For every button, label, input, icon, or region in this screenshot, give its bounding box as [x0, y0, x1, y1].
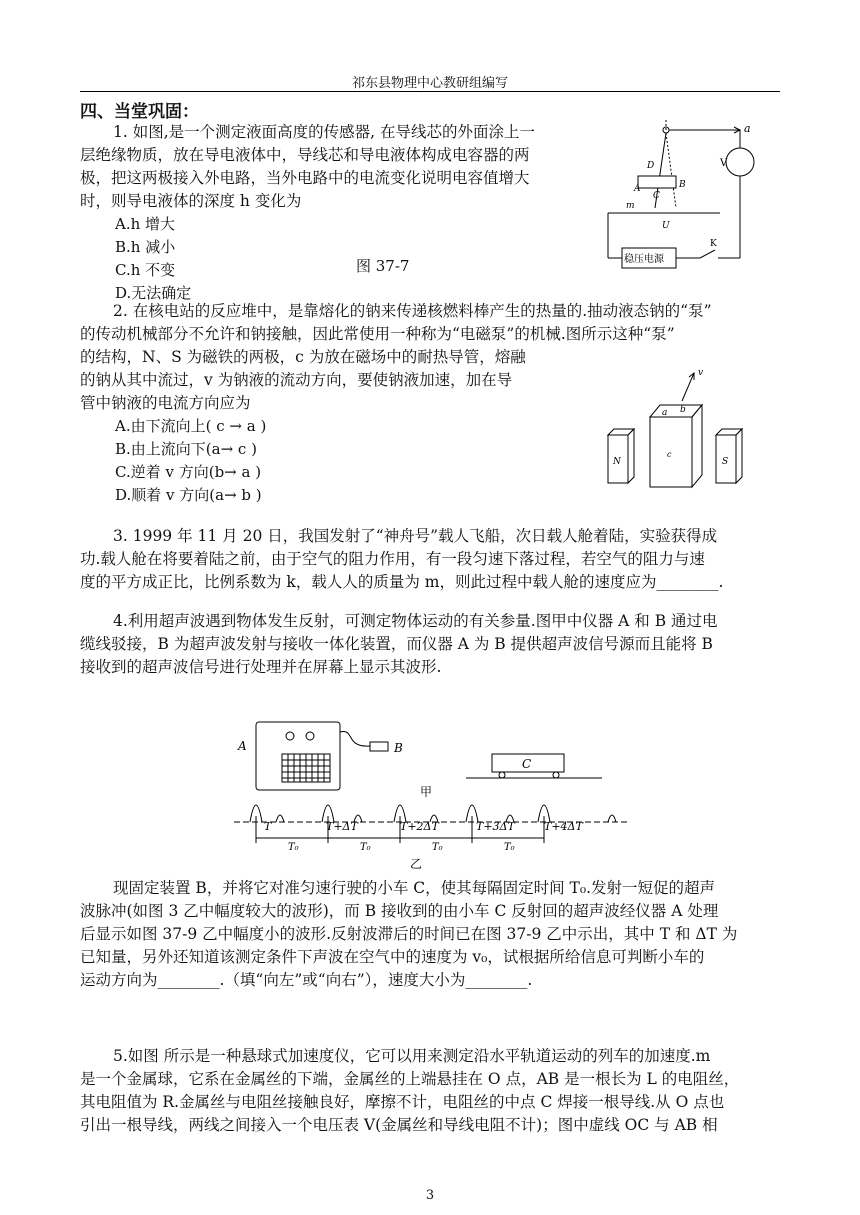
svg-text:K: K: [710, 239, 717, 249]
q1-option-b: B.h 减小: [115, 238, 176, 256]
q5-line-2: 是一个金属球，它系在金属丝的下端，金属丝的上端悬挂在 O 点，AB 是一根长为 L 的电阻丝，: [80, 1070, 740, 1088]
q2-option-b: B.由上流向下(a→ c ): [115, 440, 257, 458]
q5-line-4: 引出一根导线，两线之间接入一个电压表 V(金属丝和导线电阻不计)；图中虚线 OC 与 AB 相: [80, 1116, 718, 1134]
q2-option-d: D.顺着 v 方向(a→ b ): [115, 486, 262, 504]
q4-after-line-2: 波脉冲(如图 3 乙中幅度较大的波形)，而 B 接收到的由小车 C 反射回的超声波经仪器 A 处理: [80, 902, 719, 920]
svg-text:T: T: [264, 820, 272, 833]
svg-text:T+3ΔT: T+3ΔT: [476, 820, 515, 833]
svg-text:N: N: [613, 457, 621, 467]
svg-text:T₀: T₀: [360, 842, 371, 853]
svg-text:U: U: [662, 221, 670, 231]
q3-line-2: 功.载人舱在将要着陆之前，由于空气的阻力作用，有一段匀速下落过程，若空气的阻力与速: [80, 550, 705, 568]
q1-line-2: 层绝缘物质，放在导电液体中，导线芯和导电液体构成电容器的两: [80, 146, 530, 164]
page-header: 祁东县物理中心教研组编写: [351, 76, 508, 91]
svg-text:C: C: [653, 191, 660, 201]
section-title: 四、当堂巩固：: [80, 102, 199, 122]
q2-line-5: 管中钠液的电流方向应为: [80, 394, 251, 412]
q1-line-1: 1. 如图,是一个测定液面高度的传感器, 在导线芯的外面涂上一: [113, 123, 535, 141]
q4-after-line-5: 运动方向为________.（填“向左”或“向右”），速度大小为________.: [80, 971, 533, 989]
q4-after-line-1: 现固定装置 B，并将它对准匀速行驶的小车 C，使其每隔固定时间 T₀.发射一短促的超声: [113, 879, 716, 897]
q4-after-line-4: 已知量，另外还知道该测定条件下声波在空气中的速度为 v₀，试根据所给信息可判断小车的: [80, 948, 705, 966]
svg-text:甲: 甲: [420, 785, 433, 799]
q1-line-4: 时，则导电液体的深度 h 变化为: [80, 192, 302, 210]
q4-line-2: 缆线驳接，B 为超声波发射与接收一体化装置，而仪器 A 为 B 提供超声波信号源而且能将 B: [80, 635, 713, 653]
q5-line-3: 其电阻值为 R.金属丝与电阻丝接触良好，摩擦不计，电阻丝的中点 C 焊接一根导线.从 O 点也: [80, 1093, 725, 1111]
q2-option-c: C.逆着 v 方向(b→ a ): [115, 463, 262, 481]
q4-after-line-3: 后显示如图 37-9 乙中幅度小的波形.反射波滞后的时间已在图 37-9 乙中示出，其中 T 和 ΔT 为: [80, 925, 738, 943]
header-rule: [80, 91, 780, 92]
svg-text:D: D: [647, 161, 655, 171]
q5-line-1: 5.如图 所示是一种悬球式加速度仪，它可以用来测定沿水平轨道运动的列车的加速度.m: [113, 1047, 711, 1065]
svg-text:乙: 乙: [410, 857, 423, 871]
page-number: 3: [425, 1188, 435, 1203]
svg-text:c: c: [667, 450, 672, 459]
svg-text:v: v: [698, 368, 704, 378]
svg-text:V: V: [720, 158, 728, 169]
svg-text:稳压电源: 稳压电源: [624, 254, 664, 265]
q2-line-4: 的钠从其中流过，v 为钠液的流动方向，要使钠液加速，加在导: [80, 371, 513, 389]
q1-option-d: D.无法确定: [115, 284, 192, 302]
q1-option-c: C.h 不变: [115, 261, 176, 279]
electromagnetic-pump-diagram: [600, 365, 750, 490]
ultrasonic-diagram: [230, 718, 640, 873]
svg-text:T₀: T₀: [504, 842, 515, 853]
q2-line-1: 2. 在核电站的反应堆中，是靠熔化的钠来传递核燃料棒产生的热量的.抽动液态钠的“泵”: [113, 302, 712, 320]
svg-text:T₀: T₀: [432, 842, 443, 853]
label-a: a: [744, 122, 751, 135]
q1-figure-caption: 图 37-7: [356, 257, 410, 275]
svg-text:B: B: [679, 180, 686, 190]
svg-text:a: a: [662, 408, 668, 418]
q3-line-3: 度的平方成正比，比例系数为 k，载人人的质量为 m，则此过程中载人舱的速度应为________.: [80, 573, 724, 591]
q4-line-3: 接收到的超声波信号进行处理并在屏幕上显示其波形.: [80, 658, 442, 676]
q3-line-1: 3. 1999 年 11 月 20 日，我国发射了“神舟号”载人飞船，次日载人舱着陆，实验获得成: [113, 527, 718, 545]
q2-option-a: A.由下流向上( c → a ): [115, 417, 267, 435]
q4-line-1: 4.利用超声波遇到物体发生反射，可测定物体运动的有关参量.图甲中仪器 A 和 B 通过电: [113, 612, 718, 630]
svg-text:B: B: [394, 741, 403, 755]
svg-text:T+ΔT: T+ΔT: [326, 820, 358, 833]
svg-text:T+2ΔT: T+2ΔT: [400, 820, 439, 833]
q2-line-2: 的传动机械部分不允许和钠接触，因此常使用一种称为“电磁泵”的机械.图所示这种“泵”: [80, 325, 675, 343]
svg-text:A: A: [634, 184, 641, 194]
q1-line-3: 极，把这两极接入外电路，当外电路中的电流变化说明电容值增大: [80, 169, 530, 187]
svg-text:A: A: [238, 739, 247, 753]
svg-text:m: m: [626, 201, 635, 211]
svg-text:S: S: [722, 457, 729, 467]
svg-text:b: b: [680, 405, 686, 415]
q2-line-3: 的结构，N、S 为磁铁的两极，c 为放在磁场中的耐热导管，熔融: [80, 348, 526, 366]
svg-text:T+4ΔT: T+4ΔT: [544, 820, 583, 833]
svg-text:T₀: T₀: [288, 842, 299, 853]
svg-text:C: C: [522, 757, 532, 771]
capacitance-sensor-diagram: [600, 118, 770, 278]
q1-option-a: A.h 增大: [115, 215, 176, 233]
